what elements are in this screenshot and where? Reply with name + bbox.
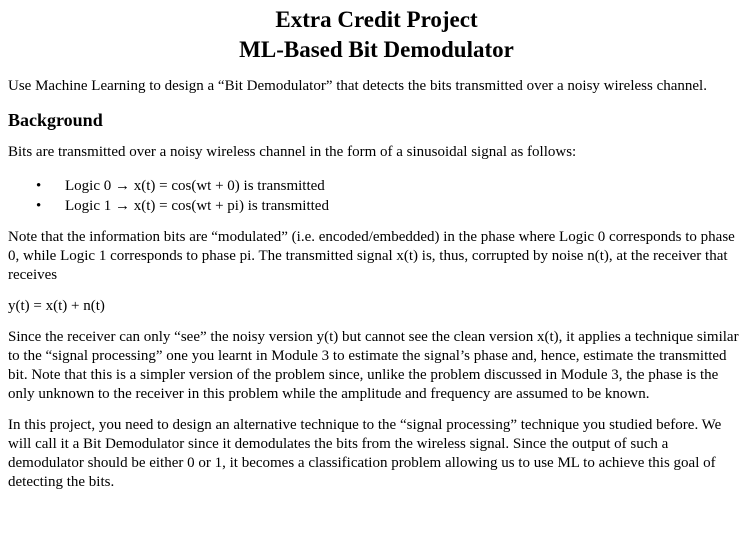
note-paragraph: Note that the information bits are “modulated” (i.e. encoded/embedded) in the phase where Logic 0 corresponds to phase 0, while Logic 1 corresponds to phase pi. The transmitted signal x(t) is, thus, corrupted by noise n(t), at the receiver that receives — [8, 229, 735, 283]
bullet-list — [8, 176, 753, 216]
title-line-2: ML-Based Bit Demodulator — [239, 37, 514, 62]
document-title — [8, 5, 753, 65]
bullet-text: Logic 1 → x(t) = cos(wt + pi) is transmitted — [65, 198, 329, 214]
receiver-paragraph: Since the receiver can only “see” the noisy version y(t) but cannot see the clean version x(t), it applies a technique similar to the “signal processing” one you learnt in Module 3 to estimate the signal’s phase and, hence, estimate the transmitted bit. Note that this is a simpler version of the problem since, unlike the problem discussed in Module 3, the phase is the only unknown to the receiver in this problem while the amplitude and frequency are assumed to be known. — [8, 329, 739, 402]
bullet-marker: • — [36, 178, 42, 194]
background-paragraph: Bits are transmitted over a noisy wireless channel in the form of a sinusoidal signal as follows: — [8, 144, 577, 160]
bullet-text: Logic 0 → x(t) = cos(wt + 0) is transmitted — [65, 178, 325, 194]
equation: y(t) = x(t) + n(t) — [8, 298, 105, 314]
bullet-marker: • — [36, 198, 42, 214]
list-item — [8, 196, 753, 216]
project-paragraph: In this project, you need to design an alternative technique to the “signal processing” technique you studied before. We will call it a Bit Demodulator since it demodulates the bits from the wireless signal. Since the output of such a demodulator should be either 0 or 1, it becomes a classification problem allowing us to use ML to achieve this goal of detecting the bits. — [8, 417, 722, 490]
background-heading: Background — [8, 110, 103, 130]
intro-paragraph: Use Machine Learning to design a “Bit Demodulator” that detects the bits transmitted over a noisy wireless channel. — [8, 78, 707, 94]
list-item — [8, 176, 753, 196]
title-line-1: Extra Credit Project — [275, 7, 478, 32]
